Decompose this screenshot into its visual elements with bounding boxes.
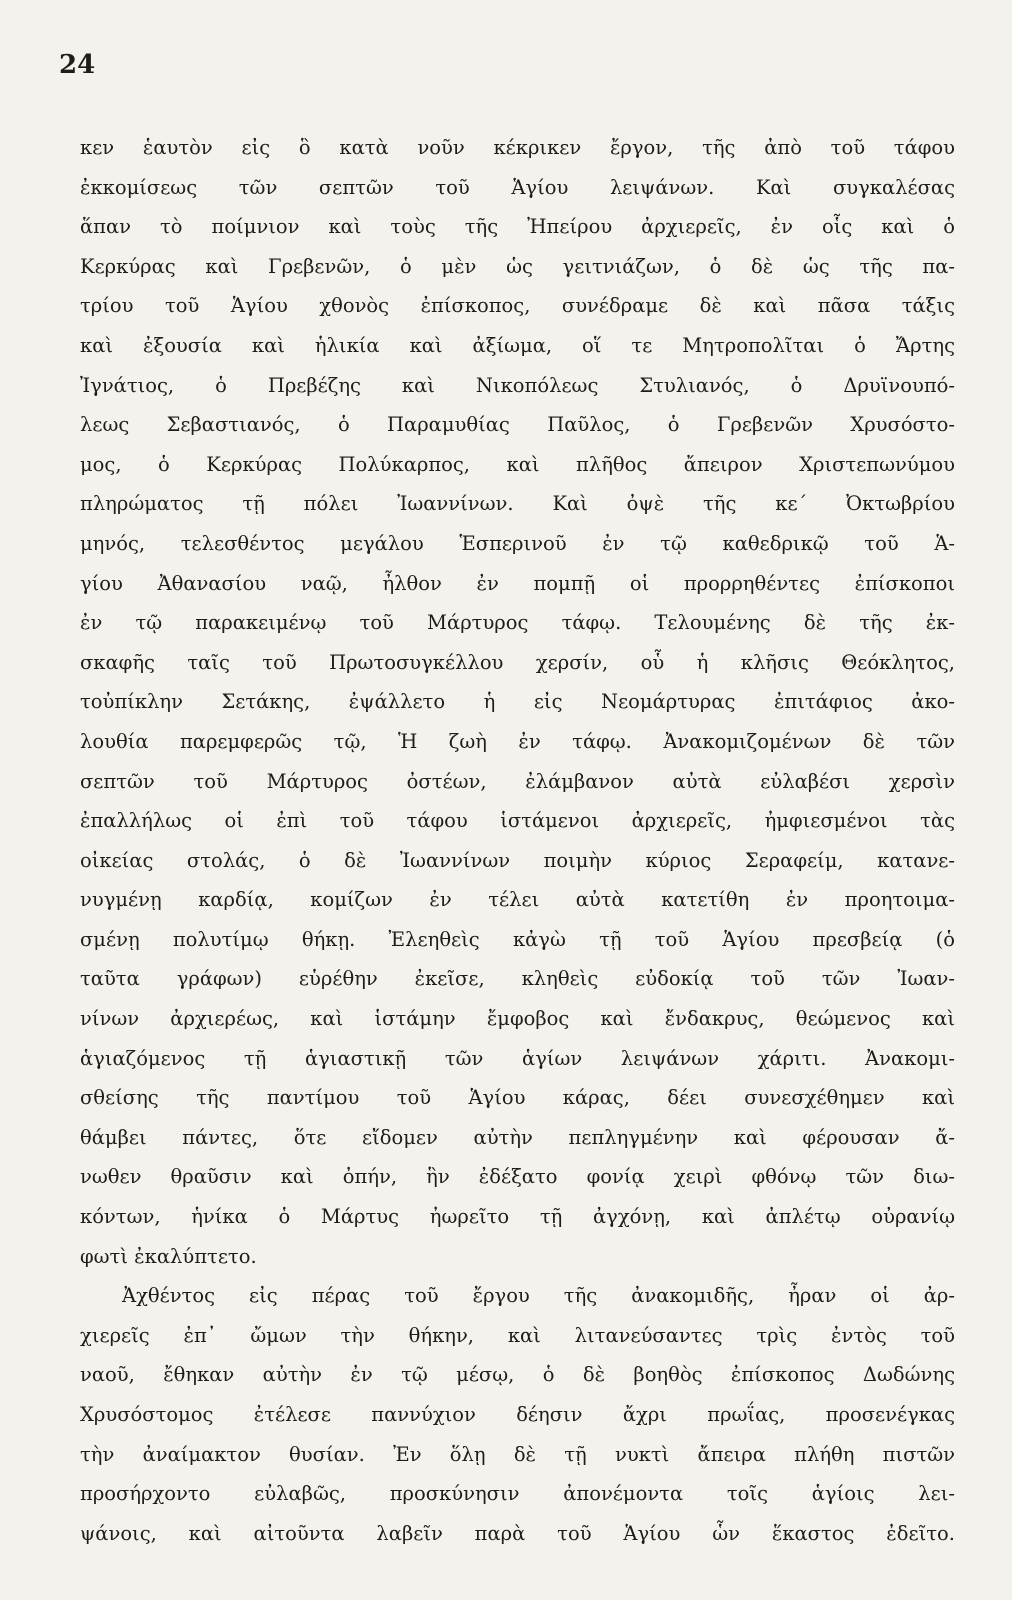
text-line: ἐκκομίσεως τῶν σεπτῶν τοῦ Ἁγίου λειψάνων. Καὶ συγκαλέσας — [80, 175, 955, 199]
text-line: νίνων ἀρχιερέως, καὶ ἱστάμην ἔμφοβος καὶ ἔνδακρυς, θεώμενος καὶ — [80, 1007, 955, 1031]
text-line: γίου Ἀθανασίου ναῷ, ἦλθον ἐν πομπῇ οἱ προρρηθέντες ἐπίσκοποι — [80, 571, 955, 595]
text-line: σθείσης τῆς παντίμου τοῦ Ἁγίου κάρας, δέει συνεσχέθημεν καὶ — [80, 1086, 955, 1110]
text-line: οἰκείας στολάς, ὁ δὲ Ἰωαννίνων ποιμὴν κύριος Σεραφείμ, κατανε- — [80, 848, 955, 872]
text-line: τοὐπίκλην Σετάκης, ἐψάλλετο ἡ εἰς Νεομάρτυρας ἐπιτάφιος ἀκο- — [80, 690, 955, 714]
text-line: ψάνοις, καὶ αἰτοῦντα λαβεῖν παρὰ τοῦ Ἁγίου ὧν ἕκαστος ἐδεῖτο. — [80, 1521, 955, 1545]
text-line: λεως Σεβαστιανός, ὁ Παραμυθίας Παῦλος, ὁ Γρεβενῶν Χρυσόστο- — [80, 413, 955, 437]
text-line: θάμβει πάντες, ὅτε εἴδομεν αὐτὴν πεπληγμένην καὶ φέρουσαν ἄ- — [80, 1125, 955, 1149]
text-line: ἅπαν τὸ ποίμνιον καὶ τοὺς τῆς Ἠπείρου ἀρχιερεῖς, ἐν οἷς καὶ ὁ — [80, 215, 955, 239]
text-line: πληρώματος τῇ πόλει Ἰωαννίνων. Καὶ ὀψὲ τῆς κε´ Ὀκτωβρίου — [80, 492, 955, 516]
paragraph-1 — [80, 128, 955, 1276]
text-line: κεν ἑαυτὸν εἰς ὃ κατὰ νοῦν κέκρικεν ἔργον, τῆς ἀπὸ τοῦ τάφου — [80, 136, 955, 159]
text-line: σμένῃ πολυτίμῳ θήκῃ. Ἐλεηθεὶς κἀγὼ τῇ τοῦ Ἁγίου πρεσβείᾳ (ὁ — [80, 927, 955, 951]
text-line: σεπτῶν τοῦ Μάρτυρος ὀστέων, ἐλάμβανον αὐτὰ εὐλαβέσι χερσὶν — [80, 769, 955, 793]
text-line: κόντων, ἡνίκα ὁ Μάρτυς ἠωρεῖτο τῇ ἀγχόνῃ, καὶ ἀπλέτῳ οὐρανίῳ — [80, 1205, 955, 1229]
paragraph-2 — [80, 1276, 955, 1553]
text-line: ἐπαλλήλως οἱ ἐπὶ τοῦ τάφου ἱστάμενοι ἀρχιερεῖς, ἠμφιεσμένοι τὰς — [80, 809, 955, 833]
text-line: Ἰγνάτιος, ὁ Πρεβέζης καὶ Νικοπόλεως Στυλιανός, ὁ Δρυϊνουπό- — [80, 373, 955, 397]
text-line: σκαφῆς ταῖς τοῦ Πρωτοσυγκέλλου χερσίν, οὗ ἡ κλῆσις Θεόκλητος, — [80, 650, 955, 674]
text-line: ταῦτα γράφων) εὑρέθην ἐκεῖσε, κληθεὶς εὐδοκίᾳ τοῦ τῶν Ἰωαν- — [80, 967, 955, 991]
text-line: ἐν τῷ παρακειμένῳ τοῦ Μάρτυρος τάφῳ. Τελουμένης δὲ τῆς ἐκ- — [80, 611, 955, 635]
text-line: νυγμένῃ καρδίᾳ, κομίζων ἐν τέλει αὐτὰ κατετίθη ἐν προητοιμα- — [80, 888, 955, 912]
text-line: μηνός, τελεσθέντος μεγάλου Ἑσπερινοῦ ἐν τῷ καθεδρικῷ τοῦ Ἁ- — [80, 531, 955, 555]
text-line: τρίου τοῦ Ἁγίου χθονὸς ἐπίσκοπος, συνέδραμε δὲ καὶ πᾶσα τάξις — [80, 294, 955, 318]
text-line: προσήρχοντο εὐλαβῶς, προσκύνησιν ἀπονέμοντα τοῖς ἁγίοις λει- — [80, 1482, 955, 1506]
text-line: τὴν ἀναίμακτον θυσίαν. Ἐν ὅλῃ δὲ τῇ νυκτὶ ἄπειρα πλήθη πιστῶν — [80, 1442, 955, 1466]
text-line: ναοῦ, ἔθηκαν αὐτὴν ἐν τῷ μέσῳ, ὁ δὲ βοηθὸς ἐπίσκοπος Δωδώνης — [80, 1363, 955, 1387]
text-line: Χρυσόστομος ἐτέλεσε παννύχιον δέησιν ἄχρι πρωΐας, προσενέγκας — [80, 1403, 955, 1426]
text-line: μος, ὁ Κερκύρας Πολύκαρπος, καὶ πλῆθος ἄπειρον Χριστεπωνύμου — [80, 452, 955, 476]
text-line: Κερκύρας καὶ Γρεβενῶν, ὁ μὲν ὡς γειτνιάζων, ὁ δὲ ὡς τῆς πα- — [80, 254, 955, 278]
text-line: Ἀχθέντος εἰς πέρας τοῦ ἔργου τῆς ἀνακομιδῆς, ἦραν οἱ ἀρ- — [122, 1284, 955, 1308]
text-body — [80, 128, 955, 1553]
text-line: λουθία παρεμφερῶς τῷ, Ἡ ζωὴ ἐν τάφῳ. Ἀνακομιζομένων δὲ τῶν — [80, 729, 955, 753]
text-line: νωθεν θραῦσιν καὶ ὀπήν, ἣν ἐδέξατο φονίᾳ χειρὶ φθόνῳ τῶν διω- — [80, 1165, 955, 1189]
text-line: χιερεῖς ἐπ᾽ ὤμων τὴν θήκην, καὶ λιτανεύσαντες τρὶς ἐντὸς τοῦ — [80, 1323, 955, 1347]
text-line: φωτὶ ἐκαλύπτετο. — [80, 1244, 257, 1268]
text-line: ἁγιαζόμενος τῇ ἁγιαστικῇ τῶν ἁγίων λειψάνων χάριτι. Ἀνακομι- — [80, 1046, 955, 1070]
text-line: καὶ ἐξουσία καὶ ἡλικία καὶ ἀξίωμα, οἵ τε Μητροπολῖται ὁ Ἄρτης — [80, 333, 955, 357]
page-number: 24 — [59, 50, 96, 80]
